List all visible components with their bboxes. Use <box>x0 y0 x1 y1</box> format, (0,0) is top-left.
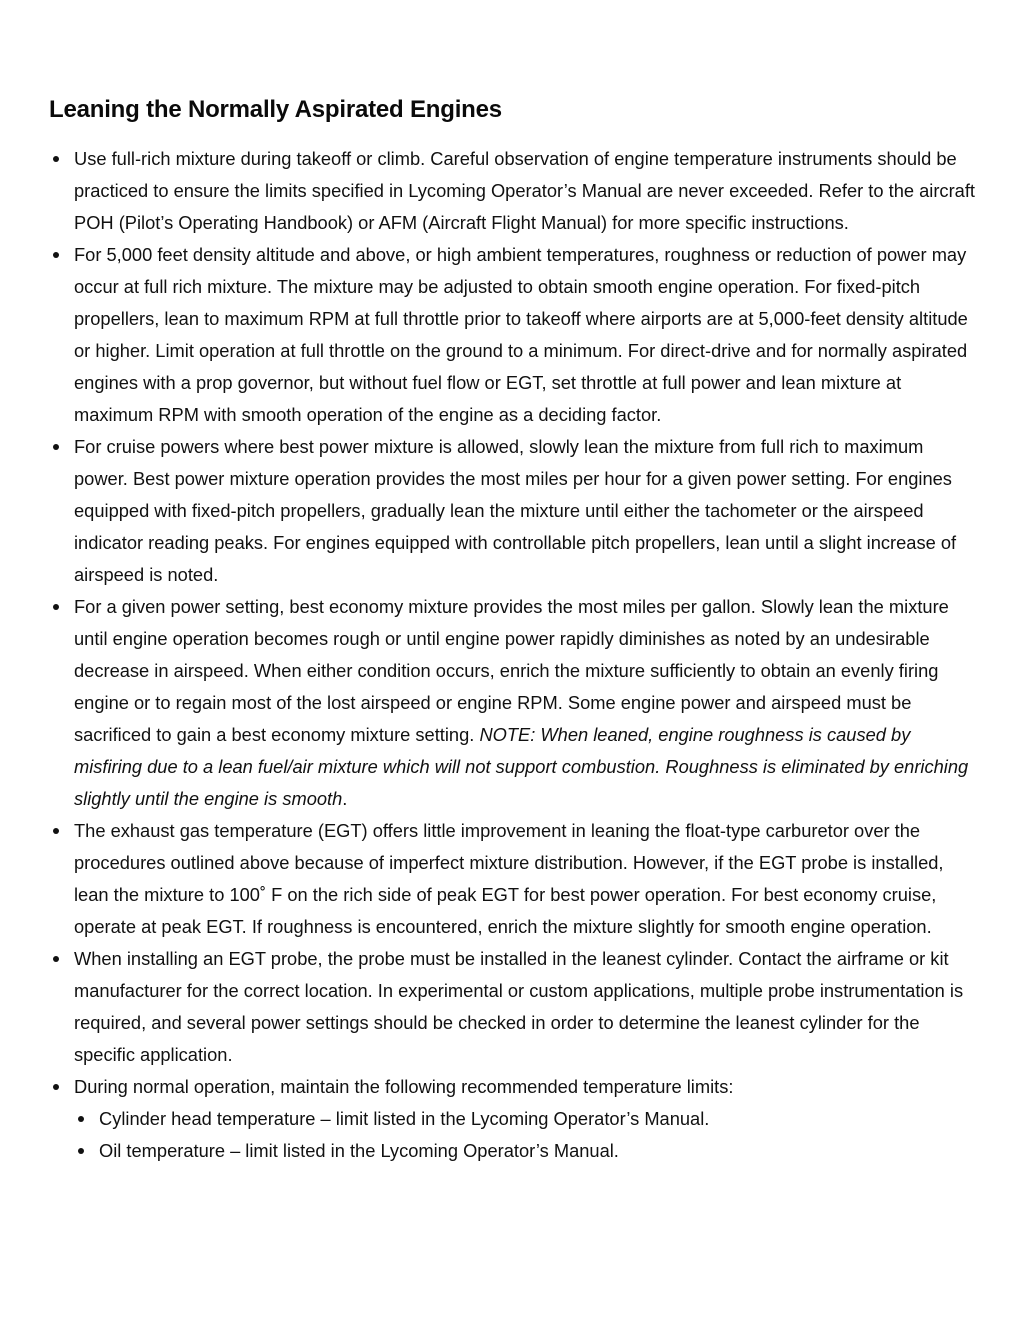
list-item <box>74 143 982 239</box>
bullet-text: Use full-rich mixture during takeoff or climb. Careful observation of engine temperature instruments should be practiced to ensure the limits specified in Lycoming Operator’s Manual are never exceeded. Refer to the aircraft POH (Pilot’s Operating Handbook) or AFM (Aircraft Flight Manual) for more specific instructions. <box>74 148 975 233</box>
bullet-text: For 5,000 feet density altitude and above, or high ambient temperatures, roughness or reduction of power may occur at full rich mixture. The mixture may be adjusted to obtain smooth engine operation. For fixed-pitch propellers, lean to maximum RPM at full throttle prior to takeoff where airports are at 5,000-feet density altitude or higher. Limit operation at full throttle on the ground to a minimum. For direct-drive and for normally aspirated engines with a prop governor, but without fuel flow or EGT, set throttle at full power and lean mixture at maximum RPM with smooth operation of the engine as a deciding factor. <box>74 244 968 425</box>
list-item <box>74 1071 982 1167</box>
list-item <box>74 239 982 431</box>
bullet-text: When installing an EGT probe, the probe must be installed in the leanest cylinder. Contact the airframe or kit manufacturer for the correct location. In experimental or custom applications, multiple probe instrumentation is required, and several power settings should be checked in order to determine the leanest cylinder for the specific application. <box>74 948 964 1065</box>
sub-list-item: Oil temperature – limit listed in the Lycoming Operator’s Manual. <box>99 1135 982 1167</box>
sub-bullet-list <box>74 1103 982 1167</box>
list-item <box>74 431 982 591</box>
note-text: NOTE: When leaned, engine roughness is caused by misfiring due to a lean fuel/air mixture which will not support combustion. Roughness is eliminated by enriching slightly until the engine is smooth <box>74 724 969 809</box>
section-heading: Leaning the Normally Aspirated Engines <box>49 96 502 123</box>
list-item <box>74 815 982 943</box>
bullet-list <box>74 143 982 1167</box>
list-item <box>74 591 982 815</box>
bullet-text: For cruise powers where best power mixture is allowed, slowly lean the mixture from full rich to maximum power. Best power mixture operation provides the most miles per hour for a given power setting. For engines equipped with fixed-pitch propellers, gradually lean the mixture until either the tachometer or the airspeed indicator reading peaks. For engines equipped with controllable pitch propellers, lean until a slight increase of airspeed is noted. <box>74 436 957 585</box>
bullet-text: During normal operation, maintain the following recommended temperature limits: <box>74 1076 734 1097</box>
bullet-text: The exhaust gas temperature (EGT) offers little improvement in leaning the float-type carburetor over the procedures outlined above because of imperfect mixture distribution. However, if the EGT probe is installed, lean the mixture to 100˚ F on the rich side of peak EGT for best power operation. For best economy cruise, operate at peak EGT. If roughness is encountered, enrich the mixture slightly for smooth engine operation. <box>74 820 944 937</box>
bullet-text: For a given power setting, best economy mixture provides the most miles per gallon. Slowly lean the mixture until engine operation becomes rough or until engine power rapidly diminishes as noted by an undesirable decrease in airspeed. When either condition occurs, enrich the mixture sufficiently to obtain an evenly firing engine or to regain most of the lost airspeed or engine RPM. Some engine power and airspeed must be sacrificed to gain a best economy mixture setting. <box>74 596 949 745</box>
list-item <box>74 943 982 1071</box>
sub-list-item: Cylinder head temperature – limit listed in the Lycoming Operator’s Manual. <box>99 1103 982 1135</box>
note-end: . <box>342 788 348 809</box>
